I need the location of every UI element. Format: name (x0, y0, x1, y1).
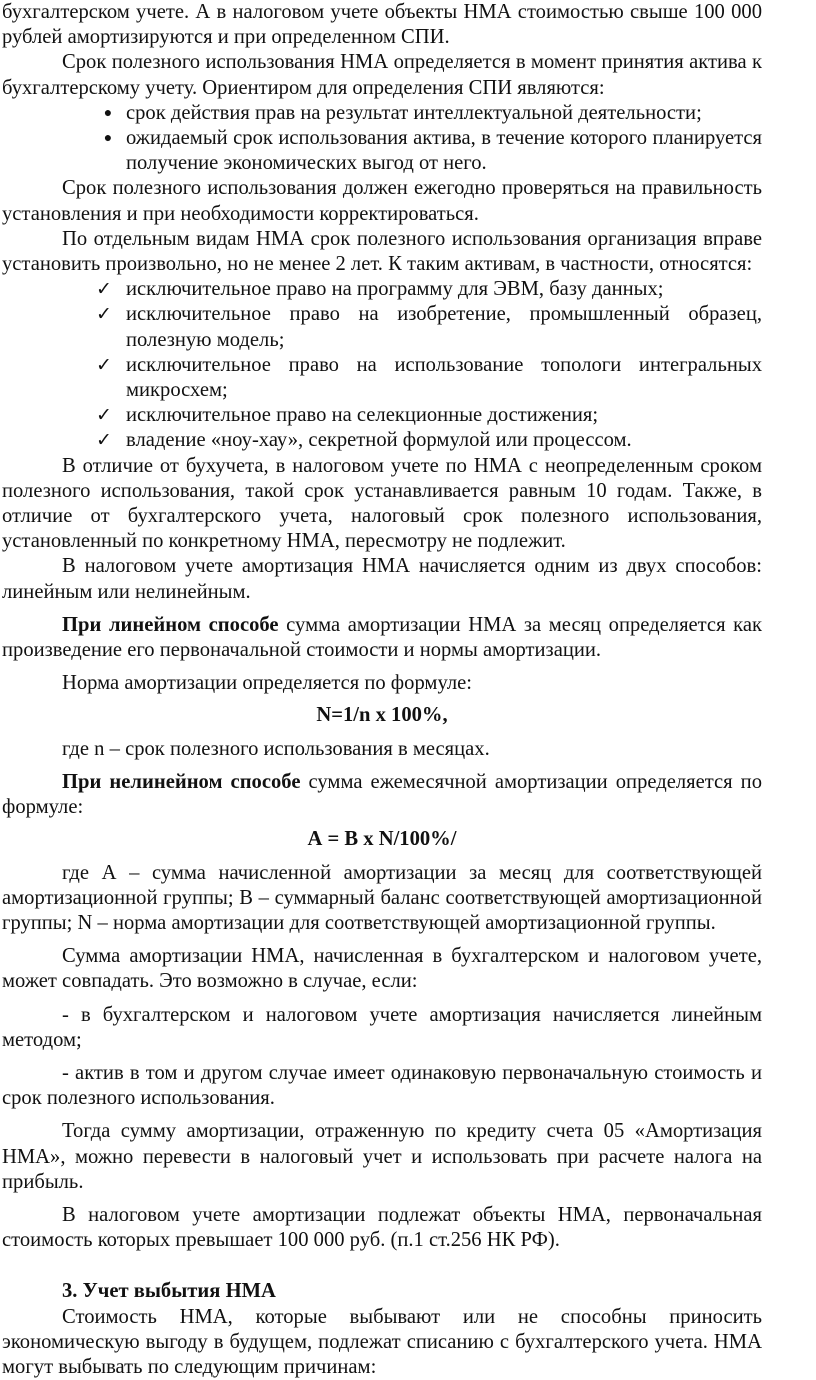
spi-bullet-list (2, 101, 762, 177)
arbitrary-paragraph: По отдельным видам НМА срок полезного использования организация вправе установить произвольно, но не менее 2 лет. К таким активам, в частности, относятся: (2, 227, 762, 276)
list-item-text: исключительное право на селекционные достижения; (126, 404, 599, 427)
formula-linear: N=1/n х 100%, (316, 704, 448, 727)
check-icon: ✓ (96, 404, 112, 427)
nonlinear-method-paragraph (2, 770, 762, 820)
list-item-text: исключительное право на изобретение, промышленный образец, полезную модель; (126, 303, 762, 351)
linear-method-paragraph (2, 613, 762, 663)
transfer-paragraph: Тогда сумму амортизации, отраженную по кредиту счета 05 «Амортизация НМА», можно перевести в налоговый учет и использовать при расчете налога на прибыль. (2, 1120, 762, 1193)
formula-nonlinear-where: где А – сумма начисленной амортизации за месяц для соответствующей амортизационной группы; В – суммарный баланс соответствующей амортизационной группы; N – норма амортизации для соответствующей амортизационной группы. (2, 861, 762, 934)
check-icon: ✓ (96, 353, 112, 376)
list-item (2, 277, 762, 302)
list-item (2, 101, 762, 126)
nonlinear-method-text: сумма ежемесячной амортизации определяется по формуле: (2, 770, 762, 819)
list-item (2, 403, 762, 428)
norm-intro: Норма амортизации определяется по формуле: (62, 672, 472, 695)
asset-check-list (2, 277, 762, 453)
coincide-item: - в бухгалтерском и налоговом учете амортизация начисляется линейным методом; (2, 1003, 762, 1051)
bullet-icon: ● (103, 105, 113, 121)
formula-nonlinear: А = B х N/100%/ (307, 828, 457, 851)
difference-paragraph: В отличие от бухучета, в налоговом учете по НМА с неопределенным сроком полезного использования, такой срок устанавливается равным 10 годам. Также, в отличие от бухгалтерского учета, налоговый срок полезного использования, установленный по конкретному НМА, пересмотру не подлежит. (2, 454, 762, 553)
check-icon: ✓ (96, 278, 112, 301)
nonlinear-method-label: При нелинейном способе (62, 770, 301, 793)
disposal-paragraph: Стоимость НМА, которые выбывают или не способны приносить экономическую выгоду в будущем, подлежат списанию с бухгалтерского учета. НМА могут выбывать по следующим причинам: (2, 1305, 762, 1378)
list-item-text: исключительное право на использование топологи интегральных микросхем; (126, 353, 762, 402)
check-paragraph: Срок полезного использования должен ежегодно проверяться на правильность установления и при необходимости корректироваться. (2, 177, 762, 225)
formula-linear-where: где n – срок полезного использования в месяцах. (62, 737, 490, 760)
methods-paragraph: В налоговом учете амортизация НМА начисляется одним из двух способов: линейным или нелинейным. (2, 555, 762, 603)
list-item (2, 428, 762, 453)
list-item (2, 302, 762, 352)
section-heading: 3. Учет выбытия НМА (62, 1280, 276, 1303)
list-item-text: ожидаемый срок использования актива, в течение которого планируется получение экономических выгод от него. (126, 127, 762, 175)
spi-paragraph: Срок полезного использования НМА определяется в момент принятия актива к бухгалтерскому учету. Ориентиром для определения СПИ являются: (2, 51, 762, 99)
list-item (2, 126, 762, 176)
list-item-text: срок действия прав на результат интеллектуальной деятельности; (126, 101, 702, 124)
list-item-text: владение «ноу-хау», секретной формулой или процессом. (126, 429, 632, 452)
check-icon: ✓ (96, 303, 112, 326)
coincide-item: - актив в том и другом случае имеет одинаковую первоначальную стоимость и срок полезного использования. (2, 1061, 762, 1110)
linear-method-label: При линейном способе (62, 613, 279, 636)
threshold-paragraph: В налоговом учете амортизации подлежат объекты НМА, первоначальная стоимость которых превышает 100 000 руб. (п.1 ст.256 НК РФ). (2, 1203, 762, 1252)
check-icon: ✓ (96, 429, 112, 452)
coincide-paragraph: Сумма амортизации НМА, начисленная в бухгалтерском и налоговом учете, может совпадать. Это возможно в случае, если: (2, 945, 762, 993)
linear-method-text: сумма амортизации НМА за месяц определяется как произведение его первоначальной стоимости и нормы амортизации. (2, 613, 762, 662)
list-item-text: исключительное право на программу для ЭВМ, базу данных; (126, 278, 664, 301)
bullet-icon: ● (103, 131, 113, 147)
intro-paragraph: бухгалтерском учете. А в налоговом учете объекты НМА стоимостью свыше 100 000 рублей амортизируются и при определенном СПИ. (2, 1, 762, 49)
list-item (2, 353, 762, 403)
